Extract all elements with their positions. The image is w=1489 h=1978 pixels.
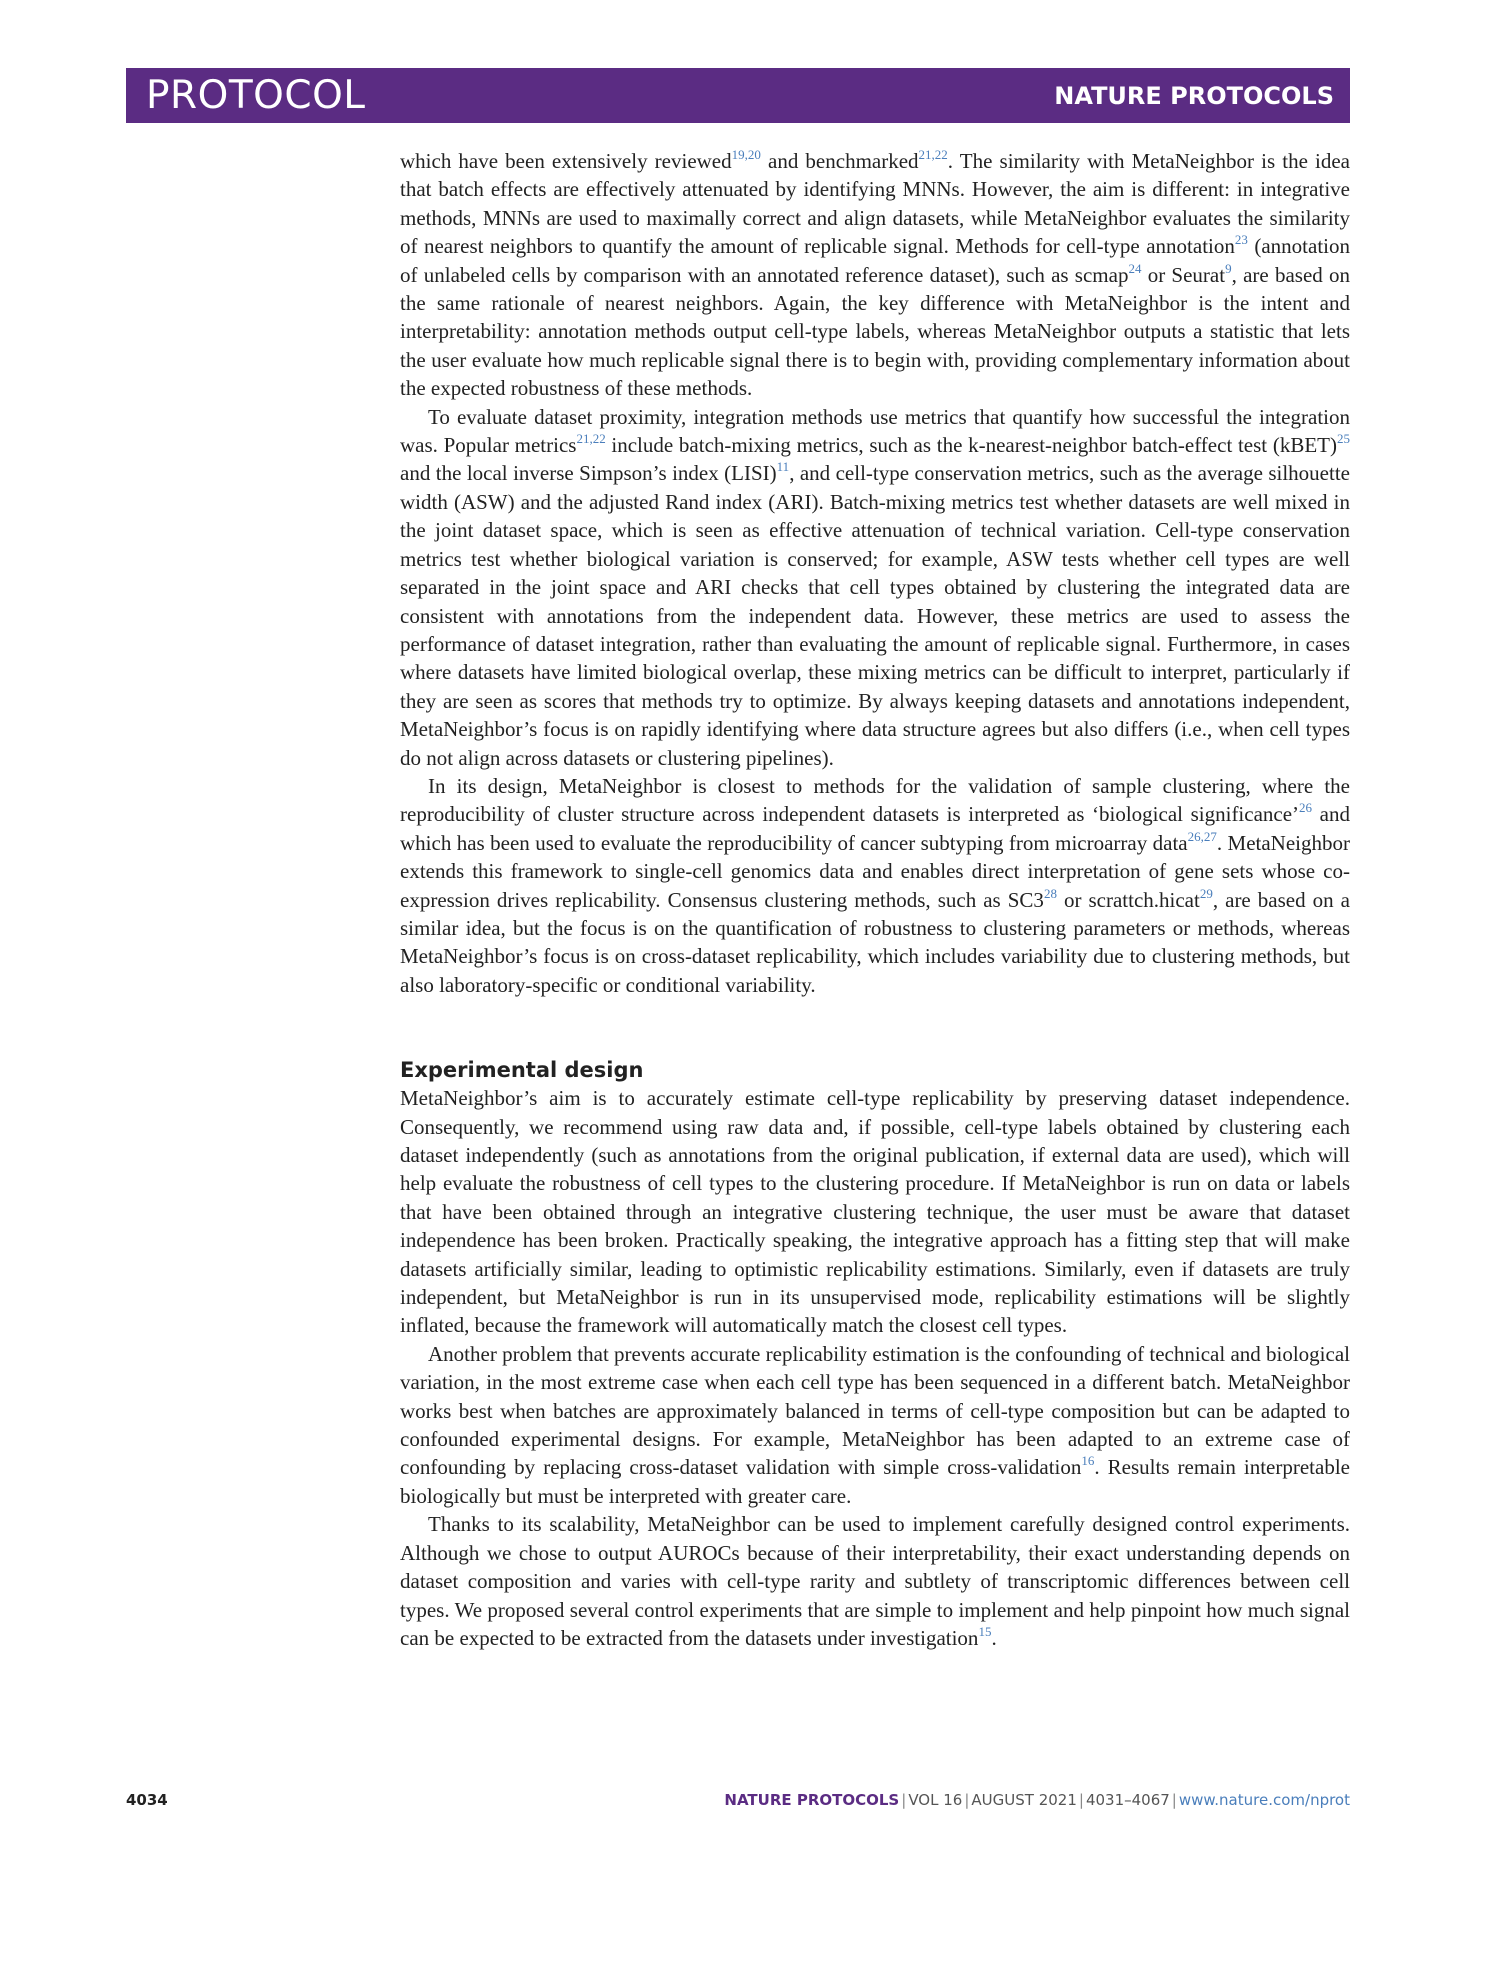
paragraph-text: and the local inverse Simpson’s index (LISI) bbox=[400, 461, 777, 486]
paragraph-text: include batch-mixing metrics, such as the k-nearest-neighbor batch-effect test (kBET) bbox=[605, 433, 1337, 458]
article-body bbox=[400, 147, 1350, 1652]
header-banner bbox=[126, 68, 1350, 123]
citation-reference-link[interactable]: 19,20 bbox=[731, 147, 761, 162]
footer-pages: 4031–4067 bbox=[1085, 1791, 1170, 1809]
section-type-label: PROTOCOL bbox=[146, 73, 366, 118]
paragraph-text: Another problem that prevents accurate replicability estimation is the confounding of technical and biological variation, in the most extreme case when each cell type has been sequenced in a different batch. MetaNeighbor works best when batches are approximately balanced in terms of cell-type composition but can be adapted to confounded experimental designs. For example, MetaNeighbor has been adapted to an extreme case of confounding by replacing cross-dataset validation with simple cross-validation bbox=[400, 1341, 1350, 1480]
intro-paragraphs bbox=[400, 147, 1350, 999]
body-paragraph bbox=[400, 1340, 1350, 1510]
footer-separator: | bbox=[964, 1791, 970, 1809]
paragraph-text: , are based on a similar idea, but the focus is on the quantification of robustness to clustering parameters or methods, whereas MetaNeighbor’s focus is on cross-dataset replicability, which includes variability due to clustering methods, but also laboratory-specific or conditional variability. bbox=[400, 887, 1350, 997]
body-paragraph bbox=[400, 403, 1350, 772]
paragraph-text: Thanks to its scalability, MetaNeighbor can be used to implement carefully designed control experiments. Although we chose to output AUROCs because of their interpretability, their exact understanding depends on dataset composition and varies with cell-type rarity and subtlety of transcriptomic differences between cell types. We proposed several control experiments that are simple to implement and help pinpoint how much signal can be expected to be extracted from the datasets under investigation bbox=[400, 1512, 1350, 1650]
paragraph-text: , and cell-type conservation metrics, such as the average silhouette width (ASW) and the adjusted Rand index (ARI). Batch-mixing metrics test whether datasets are well mixed in the joint dataset space, which is seen as effective attenuation of technical variation. Cell-type conservation metrics test whether biological variation is conserved; for example, ASW tests whether cell types are well separated in the joint space and ARI checks that cell types obtained by clustering the integrated data are consistent with annotations from the independent data. However, these metrics are used to assess the performance of dataset integration, rather than evaluating the amount of replicable signal. Furthermore, in cases where datasets have limited biological overlap, these mixing metrics can be difficult to interpret, particularly if they are seen as scores that methods try to optimize. By always keeping datasets and annotations independent, MetaNeighbor’s focus is on rapidly identifying where data structure agrees but also differs (i.e., when cell types do not align across datasets or clustering pipelines). bbox=[400, 461, 1350, 770]
body-paragraph bbox=[400, 1510, 1350, 1652]
citation-reference-link[interactable]: 25 bbox=[1337, 431, 1350, 447]
citation-reference-link[interactable]: 15 bbox=[978, 1623, 992, 1639]
paragraph-text: or Seurat bbox=[1141, 262, 1226, 287]
footer-separator: | bbox=[901, 1791, 907, 1809]
citation-reference-link[interactable]: 11 bbox=[776, 459, 790, 475]
body-paragraph bbox=[400, 772, 1350, 999]
paragraph-text: and benchmarked bbox=[760, 149, 919, 173]
footer-citation bbox=[724, 1791, 1350, 1809]
citation-reference-link[interactable]: 9 bbox=[1225, 260, 1232, 276]
paragraph-text: MetaNeighbor’s aim is to accurately estimate cell-type replicability by preserving dataset independence. Consequently, we recommend using raw data and, if possible, cell-type labels obtained by clustering each dataset independently (such as annotations from the original publication, if external data are used), which will help evaluate the robustness of cell types to the clustering procedure. If MetaNeighbor is run on data or labels that have been obtained through an integrative clustering technique, the user must be aware that dataset independence has been broken. Practically speaking, the integrative approach has a fitting step that will make datasets artificially similar, leading to optimistic replicability estimations. Similarly, even if datasets are truly independent, but MetaNeighbor is run in its unsupervised mode, replicability estimations will be slightly inflated, because the framework will automatically match the closest cell types. bbox=[400, 1086, 1350, 1338]
page-number: 4034 bbox=[126, 1791, 168, 1809]
footer-volume: VOL 16 bbox=[908, 1791, 963, 1809]
paragraph-text: In its design, MetaNeighbor is closest to methods for the validation of sample clustering, where the reproducibility of cluster structure across independent datasets is interpreted as ‘biological significance’ bbox=[400, 773, 1350, 827]
section-paragraphs bbox=[400, 1084, 1350, 1652]
citation-reference-link[interactable]: 21,22 bbox=[918, 147, 948, 162]
footer-separator: | bbox=[1078, 1791, 1084, 1809]
footer-url-link[interactable]: www.nature.com/nprot bbox=[1178, 1791, 1350, 1809]
paragraph-text: (annotation of unlabeled cells by comparison with an annotated reference dataset), such as scmap bbox=[400, 234, 1351, 287]
journal-name-label: NATURE PROTOCOLS bbox=[1054, 82, 1334, 110]
footer-separator: | bbox=[1171, 1791, 1177, 1809]
section-heading: Experimental design bbox=[400, 1058, 644, 1083]
paragraph-text: , are based on the same rationale of nearest neighbors. Again, the key difference with MetaNeighbor is the intent and interpretability: annotation methods output cell-type labels, whereas MetaNeighbor outputs a statistic that lets the user evaluate how much replicable signal there is to begin with, providing complementary information about the expected robustness of these methods. bbox=[400, 262, 1350, 401]
citation-reference-link[interactable]: 24 bbox=[1128, 260, 1142, 276]
paragraph-text: . bbox=[991, 1625, 997, 1650]
citation-reference-link[interactable]: 28 bbox=[1043, 885, 1057, 901]
citation-reference-link[interactable]: 23 bbox=[1234, 232, 1248, 248]
footer-issue: AUGUST 2021 bbox=[971, 1791, 1077, 1809]
body-paragraph bbox=[400, 1084, 1350, 1340]
citation-reference-link[interactable]: 16 bbox=[1081, 1453, 1095, 1469]
paragraph-text: . Results remain interpretable biologically but must be interpreted with greater care. bbox=[400, 1455, 1350, 1508]
citation-reference-link[interactable]: 21,22 bbox=[576, 431, 606, 447]
paragraph-text: which have been extensively reviewed bbox=[400, 149, 732, 173]
footer-journal: NATURE PROTOCOLS bbox=[724, 1791, 900, 1809]
citation-reference-link[interactable]: 26,27 bbox=[1187, 828, 1217, 844]
paragraph-text: . MetaNeighbor extends this framework to single-cell genomics data and enables direct interpretation of gene sets whose co-expression drives replicability. Consensus clustering methods, such as SC3 bbox=[400, 830, 1350, 912]
body-paragraph bbox=[400, 147, 1350, 403]
citation-reference-link[interactable]: 29 bbox=[1199, 885, 1213, 901]
paragraph-text: . The similarity with MetaNeighbor is the idea that batch effects are effectively attenuated by identifying MNNs. However, the aim is different: in integrative methods, MNNs are used to maximally correct and align datasets, while MetaNeighbor evaluates the similarity of nearest neighbors to quantify the amount of replicable signal. Methods for cell-type annotation bbox=[400, 149, 1351, 259]
paragraph-text: To evaluate dataset proximity, integration methods use metrics that quantify how successful the integration was. Popular metrics bbox=[400, 404, 1350, 458]
paragraph-text: and which has been used to evaluate the reproducibility of cancer subtyping from microarray data bbox=[400, 802, 1350, 855]
citation-reference-link[interactable]: 26 bbox=[1299, 800, 1313, 816]
paragraph-text: or scrattch.hicat bbox=[1056, 887, 1200, 912]
